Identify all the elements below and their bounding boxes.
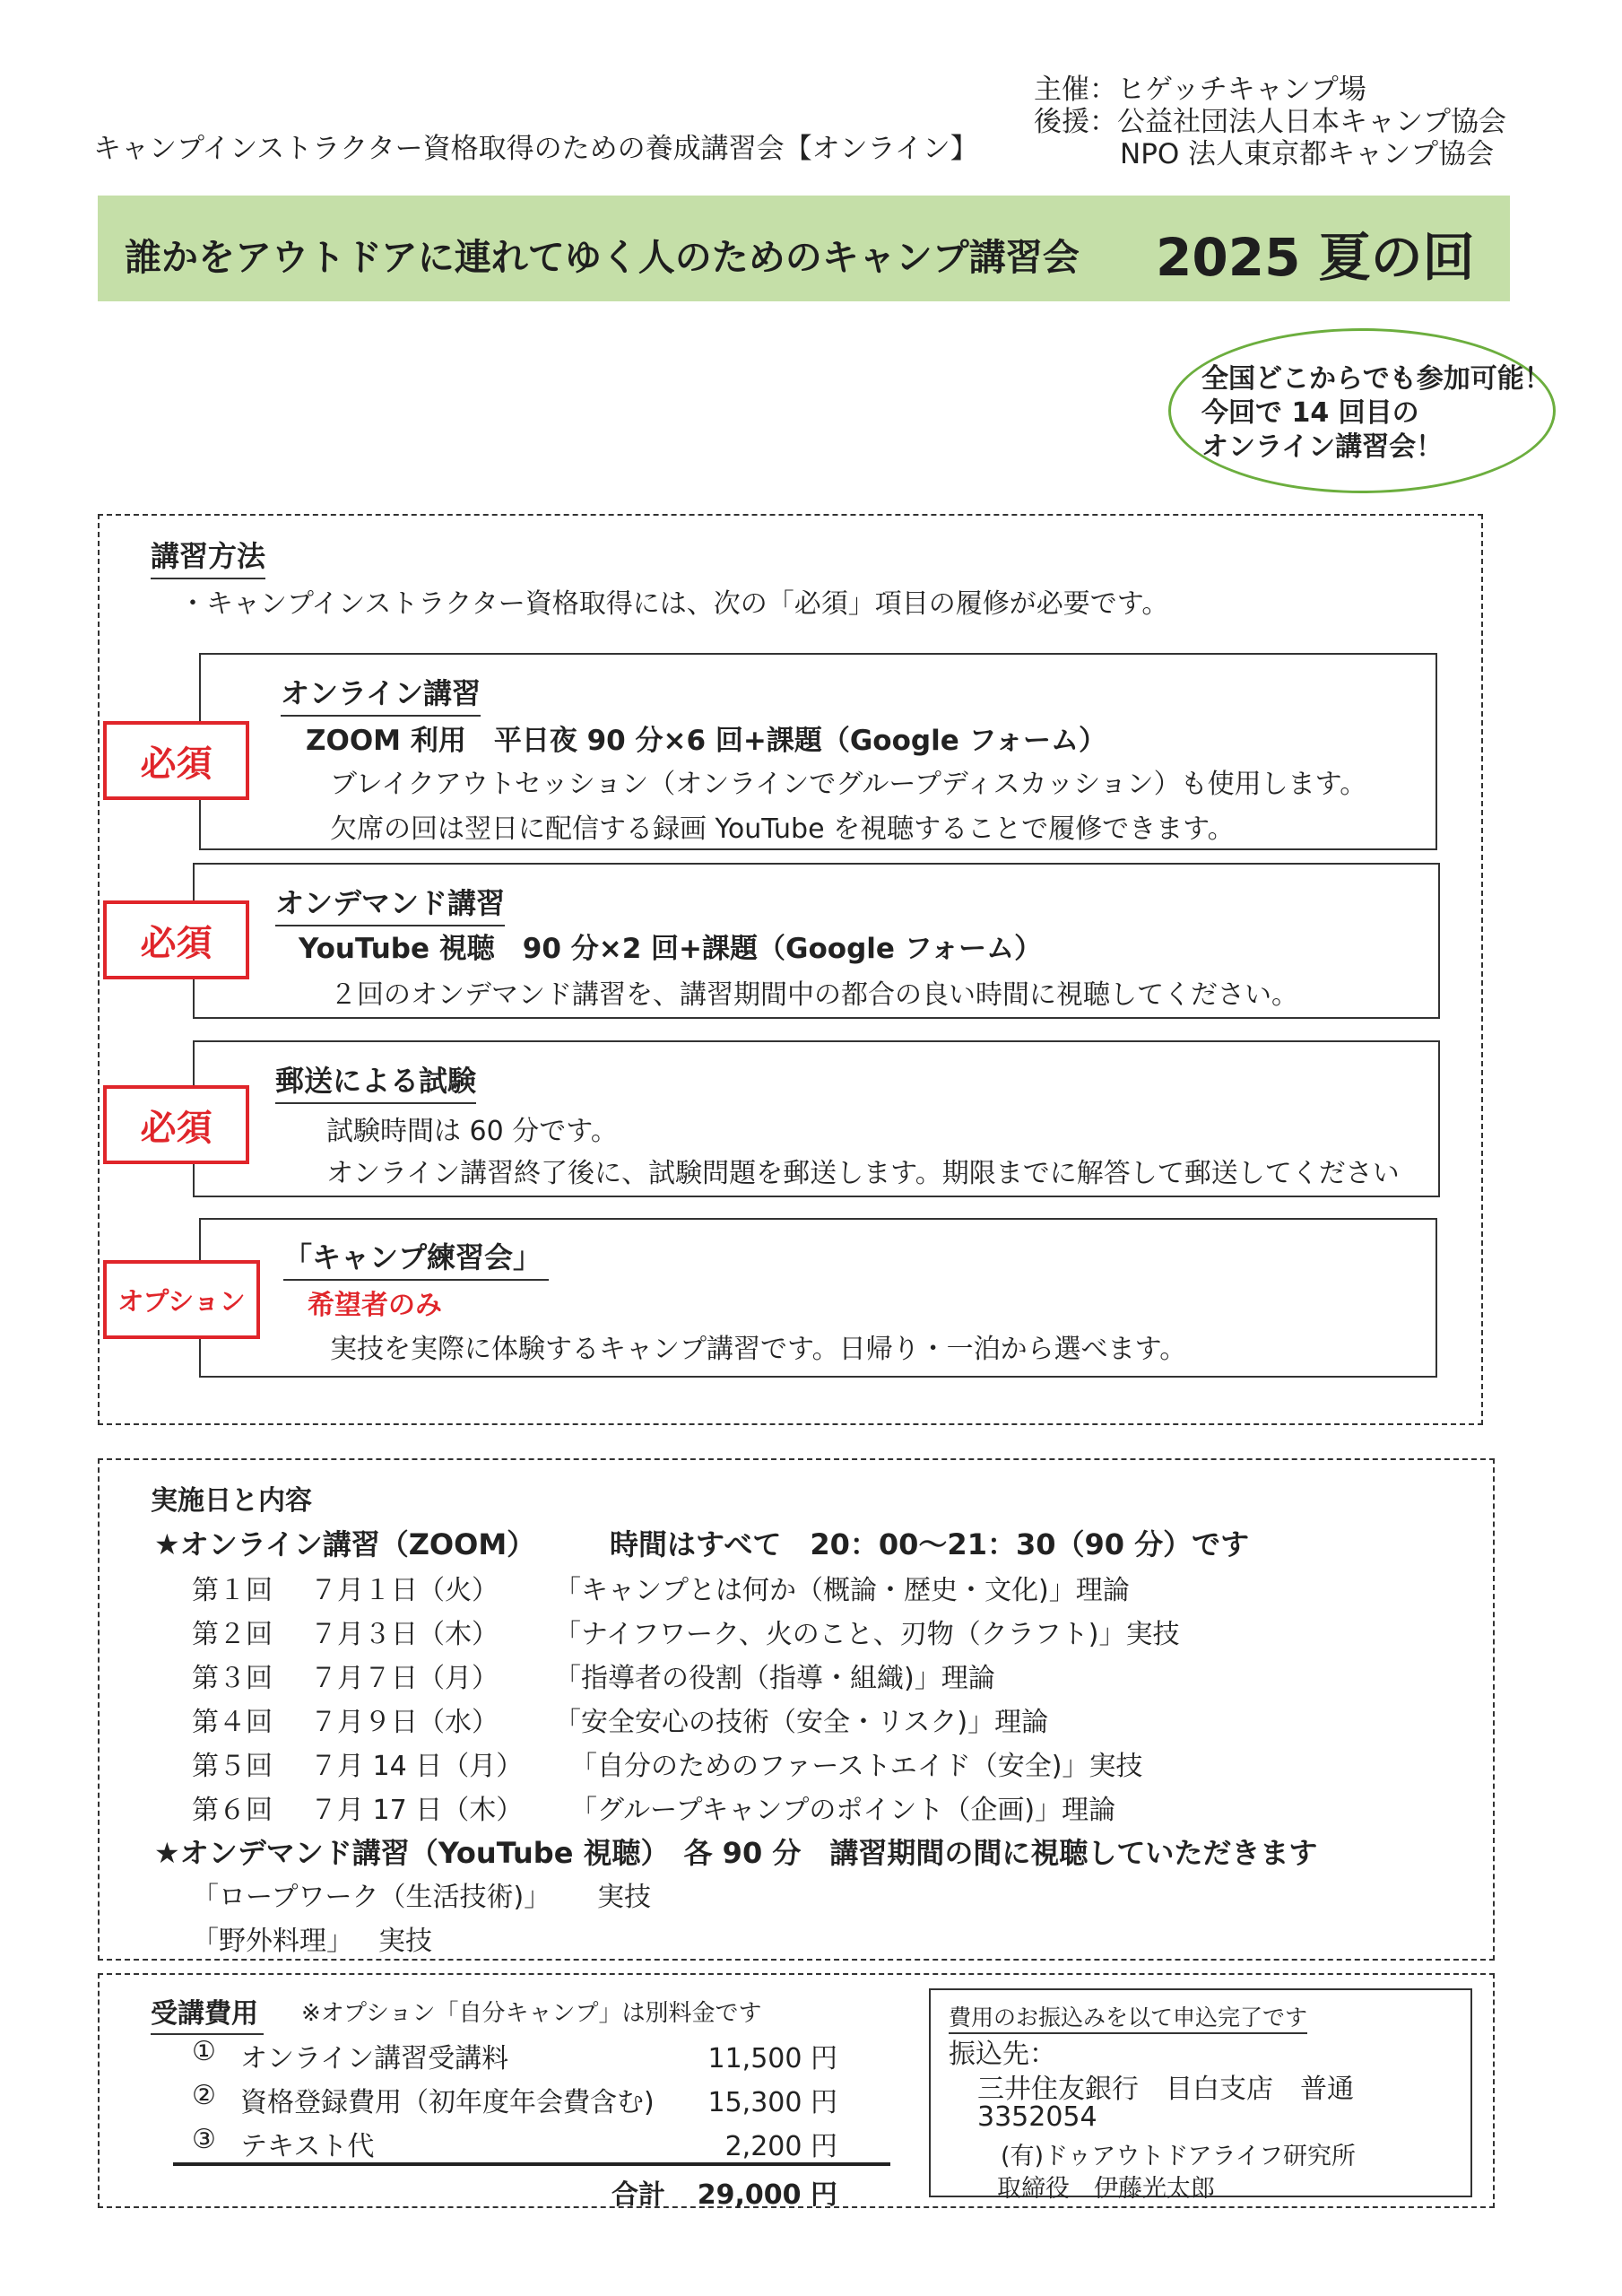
ondemand-item-kind: 実技 (597, 1882, 651, 1913)
ondemand-heading: ★オンデマンド講習（YouTube 視聴） 各 90 分 講習期間の間に視聴していただきます (154, 1836, 1318, 1870)
fees-heading: 受講費用 (151, 1991, 264, 2035)
item-option-title: 「キャンプ練習会」 (283, 1235, 549, 1281)
ondemand-item-title: 「ロープワーク（生活技術)」 (192, 1882, 551, 1913)
method-intro: ・キャンプインストラクター資格取得には、次の「必須」項目の履修が必要です。 (179, 588, 1169, 620)
payment-holder: 取締役 伊藤光太郎 (997, 2175, 1215, 2203)
callout-line-3: オンライン講習会！ (1201, 431, 1444, 463)
session-topic: 「グループキャンプのポイント（企画)」理論 (570, 1795, 1116, 1826)
fee-label: オンライン講習受講料 (240, 2043, 509, 2074)
required-tag: 必須 (103, 721, 249, 800)
session-date: ７月３日（木） (310, 1619, 499, 1650)
item-exam-line-2: オンライン講習終了後に、試験問題を郵送します。期限までに解答して郵送してください (326, 1158, 1400, 1189)
session-no: 第４回 (192, 1707, 273, 1738)
session-no: 第６回 (192, 1795, 273, 1826)
fee-no: ① (192, 2036, 216, 2067)
document-subtitle: キャンプインストラクター資格取得のための養成講習会【オンライン】 (93, 133, 978, 165)
payment-note: 費用のお振込みを以て申込完了です (949, 2000, 1307, 2034)
required-tag: 必須 (103, 900, 249, 979)
required-tag: 必須 (103, 1085, 249, 1164)
fee-no: ③ (192, 2124, 216, 2155)
banner-title: 誰かをアウトドアに連れてゆく人のためのキャンプ講習会 (125, 236, 1080, 279)
title-banner (98, 196, 1510, 301)
fee-amount: 15,300 円 (707, 2087, 837, 2118)
item-option-line-1: 実技を実際に体験するキャンプ講習です。日帰り・一泊から選べます。 (330, 1334, 1187, 1365)
session-topic: 「指導者の役割（指導・組織)」理論 (554, 1663, 995, 1694)
fee-amount: 2,200 円 (724, 2131, 837, 2162)
item-ondemand-title: オンデマンド講習 (275, 881, 505, 926)
online-heading: ★オンライン講習（ZOOM） (154, 1527, 536, 1561)
banner-year: 2025 夏の回 (1156, 227, 1475, 288)
payment-account: 3352054 (977, 2101, 1097, 2133)
supporter-2: NPO 法人東京都キャンプ協会 (1120, 138, 1495, 170)
payment-label: 振込先： (949, 2039, 1056, 2070)
item-online-title: オンライン講習 (281, 671, 481, 717)
fee-amount: 11,500 円 (707, 2043, 837, 2074)
callout-line-1: 全国どこからでも参加可能！ (1201, 363, 1551, 395)
ondemand-item-title: 「野外料理」 (192, 1926, 353, 1957)
session-no: 第１回 (192, 1575, 273, 1606)
session-date: ７月 17 日（木） (310, 1795, 524, 1826)
session-date: ７月９日（水） (310, 1707, 499, 1738)
ondemand-item-kind: 実技 (378, 1926, 432, 1957)
session-topic: 「ナイフワーク、火のこと、刃物（クラフト)」実技 (554, 1619, 1180, 1650)
fees-total-label: 合計 (612, 2179, 665, 2211)
item-online-sub: ZOOM 利用 平日夜 90 分×6 回+課題（Google フォーム） (306, 725, 1106, 757)
fee-no: ② (192, 2080, 216, 2111)
item-exam-line-1: 試験時間は 60 分です。 (326, 1116, 618, 1147)
online-time: 時間はすべて 20：00～21：30（90 分）です (610, 1527, 1250, 1561)
item-online-line-2: 欠席の回は翌日に配信する録画 YouTube を視聴することで履修できます。 (330, 813, 1235, 845)
item-exam-title: 郵送による試験 (275, 1058, 476, 1104)
organizer: 主催：ヒゲッチキャンプ場 (1034, 74, 1366, 106)
fee-label: テキスト代 (240, 2131, 375, 2162)
item-online-line-1: ブレイクアウトセッション（オンラインでグループディスカッション）も使用します。 (330, 769, 1367, 800)
session-no: 第５回 (192, 1751, 273, 1782)
item-ondemand-line-1: ２回のオンデマンド講習を、講習期間中の都合の良い時間に視聴してください。 (330, 979, 1298, 1011)
session-date: ７月７日（月） (310, 1663, 499, 1694)
session-date: ７月 14 日（月） (310, 1751, 524, 1782)
fees-note: ※オプション「自分キャンプ」は別料金です (301, 2000, 762, 2027)
schedule-heading: 実施日と内容 (151, 1485, 312, 1517)
callout-ellipse (1168, 328, 1556, 493)
payment-bank: 三井住友銀行 目白支店 普通 (977, 2074, 1354, 2105)
session-topic: 「安全安心の技術（安全・リスク)」理論 (554, 1707, 1049, 1738)
option-tag: オプション (103, 1260, 260, 1339)
item-option-note: 希望者のみ (308, 1290, 442, 1321)
session-topic: 「自分のためのファーストエイド（安全)」実技 (570, 1751, 1143, 1782)
method-heading: 講習方法 (151, 534, 265, 579)
callout-line-2: 今回で 14 回目の (1201, 397, 1419, 429)
session-no: 第３回 (192, 1663, 273, 1694)
session-topic: 「キャンプとは何か（概論・歴史・文化)」理論 (554, 1575, 1130, 1606)
fees-total-rule (173, 2162, 890, 2166)
fees-total-amount: 29,000 円 (697, 2179, 837, 2211)
supporter-1: 後援：公益社団法人日本キャンプ協会 (1034, 106, 1506, 138)
session-no: 第２回 (192, 1619, 273, 1650)
fee-label: 資格登録費用（初年度年会費含む) (240, 2087, 655, 2118)
session-date: ７月１日（火） (310, 1575, 499, 1606)
payment-company: (有)ドゥアウトドアライフ研究所 (1001, 2143, 1356, 2170)
item-ondemand-sub: YouTube 視聴 90 分×2 回+課題（Google フォーム） (299, 933, 1043, 965)
